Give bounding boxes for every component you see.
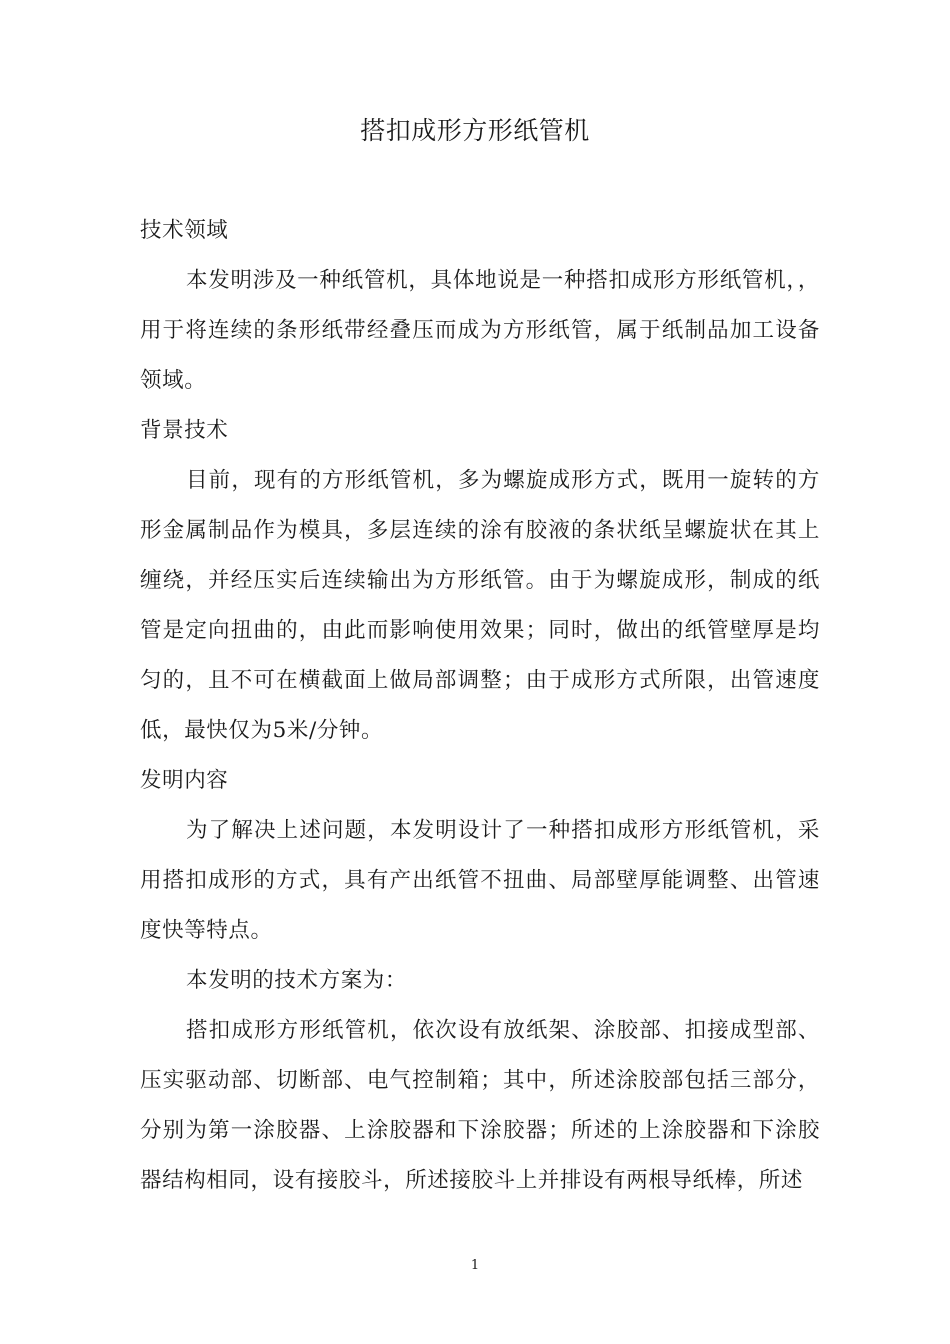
section-heading-technical-field: 技术领域 bbox=[140, 218, 229, 243]
page-number: 1 bbox=[470, 1258, 480, 1273]
paragraph-invention-purpose: 为了解决上述问题，本发明设计了一种搭扣成形方形纸管机，采用搭扣成形的方式，具有产出纸管不扭曲、局部壁厚能调整、出管速度快等特点。 bbox=[140, 818, 820, 943]
section-heading-background: 背景技术 bbox=[140, 418, 229, 443]
paragraph-background: 目前，现有的方形纸管机，多为螺旋成形方式，既用一旋转的方形金属制品作为模具，多层连续的涂有胶液的条状纸呈螺旋状在其上缠绕，并经压实后连续输出为方形纸管。由于为螺旋成形，制成的纸管是定向扭曲的，由此而影响使用效果；同时，做出的纸管壁厚是均匀的，且不可在横截面上做局部调整；由于成形方式所限，出管速度低，最快仅为5米/分钟。 bbox=[140, 468, 820, 743]
section-heading-invention-content: 发明内容 bbox=[140, 768, 229, 793]
paragraph-technical-solution: 搭扣成形方形纸管机，依次设有放纸架、涂胶部、扣接成型部、压实驱动部、切断部、电气控制箱；其中，所述涂胶部包括三部分，分别为第一涂胶器、上涂胶器和下涂胶器；所述的上涂胶器和下涂胶器结构相同，设有接胶斗，所述接胶斗上并排设有两根导纸棒，所述 bbox=[140, 1018, 820, 1193]
paragraph-technical-solution-intro: 本发明的技术方案为： bbox=[186, 968, 408, 993]
document-body bbox=[140, 206, 820, 1206]
document-title: 搭扣成形方形纸管机 bbox=[360, 116, 590, 145]
paragraph-technical-field: 本发明涉及一种纸管机，具体地说是一种搭扣成形方形纸管机，，用于将连续的条形纸带经叠压而成为方形纸管，属于纸制品加工设备领域。 bbox=[140, 268, 820, 393]
